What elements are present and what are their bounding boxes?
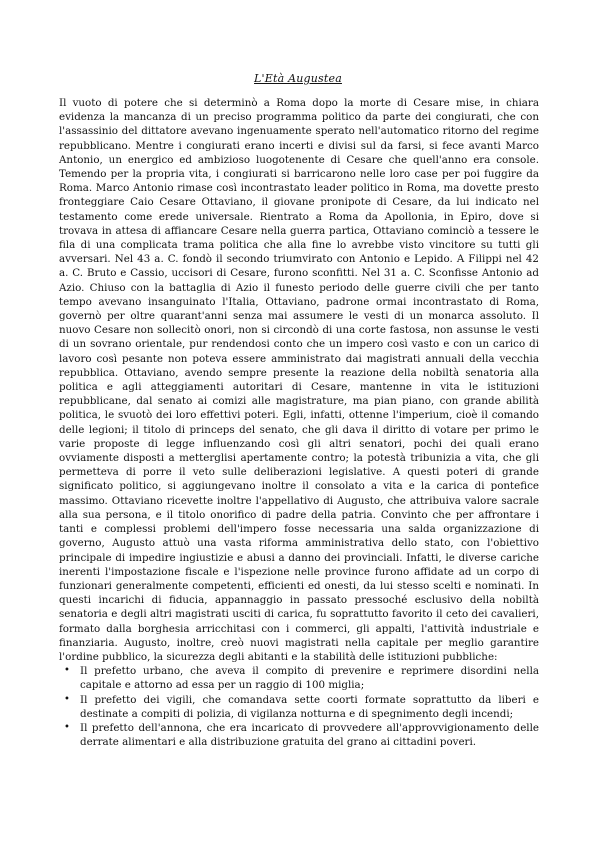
- magistrates-list: [59, 664, 539, 749]
- list-item: [59, 664, 539, 692]
- bullet-icon: •: [64, 665, 70, 677]
- document-body: [59, 96, 539, 749]
- list-item-text: Il prefetto urbano, che aveva il compito di prevenire e reprimere disordini nella capitale e attorno ad essa per un raggio di 100 miglia;: [80, 665, 539, 692]
- list-item-text: Il prefetto dei vigili, che comandava sette coorti formate soprattutto da liberi e destinate a compiti di polizia, di vigilanza notturna e di spegnimento degli incendi;: [80, 693, 539, 720]
- document-title: L'Età Augustea: [254, 72, 342, 85]
- bullet-icon: •: [64, 721, 70, 733]
- list-item-text: Il prefetto dell'annona, che era incaricato di provvedere all'approvvigionamento delle derrate alimentari e alla distribuzione gratuita del grano ai cittadini poveri.: [80, 721, 539, 749]
- list-item: [59, 693, 539, 721]
- list-item: [59, 721, 539, 749]
- bullet-icon: •: [64, 693, 70, 705]
- main-paragraph: Il vuoto di potere che si determinò a Roma dopo la morte di Cesare mise, in chiara evidenza la mancanza di un preciso programma politico da parte dei congiurati, che con l'assassinio del dittatore avevano ingenuamente sperato nell'automatico ritorno del regime repubblicano. Mentre i congiurati erano incerti e divisi sul da farsi, si fece avanti Marco Antonio, un energico ed ambizioso luogotenente di Cesare che quell'anno era console. Temendo per la propria vita, i congiurati si barricarono nelle loro case per poi fuggire da Roma. Marco Antonio rimase così incontrastato leader politico in Roma, ma dovette presto fronteggiare Caio Cesare Ottaviano, il giovane pronipote di Cesare, da lui indicato nel testamento come erede universale. Rientrato a Roma da Apollonia, in Epiro, dove si trovava in attesa di affiancare Cesare nella guerra partica, Ottaviano cominciò a tessere le fila di una complicata trama politica che alla fine lo avrebbe visto vincitore su tutti gli avversari. Nel 43 a. C. fondò il secondo triumvirato con Antonio e Lepido. A Filippi nel 42 a. C. Bruto e Cassio, uccisori di Cesare, furono sconfitti. Nel 31 a. C. Sconfisse Antonio ad Azio. Chiuso con la battaglia di Azio il funesto periodo delle guerre civili che per tanto tempo avevano insanguinato l'Italia, Ottaviano, padrone ormai incontrastato di Roma, governò per oltre quarant'anni senza mai assumere le vesti di un monarca assoluto. Il nuovo Cesare non sollecitò onori, non si circondò di una corte fastosa, non assunse le vesti di un sovrano orientale, pur rendendosi conto che un impero così vasto e con un carico di lavoro così pesante non poteva essere amministrato dai magistrati annuali della vecchia repubblica. Ottaviano, avendo sempre presente la reazione della nobiltà senatoria alla politica e agli atteggiamenti autoritari di Cesare, mantenne in vita le istituzioni repubblicane, dal senato ai comizi alle magistrature, ma pian piano, con grande abilità politica, le svuotò dei loro effettivi poteri. Egli, infatti, ottenne l'imperium, cioè il comando delle legioni; il titolo di princeps del senato, che gli dava il diritto di votare per primo le varie proposte di legge influenzando così gli altri senatori, pochi dei quali erano ovviamente disposti a metterglisi apertamente contro; la potestà tribunizia a vita, che gli permetteva di porre il veto sulle deliberazioni legislative. A questi poteri di grande significato politico, si aggiungevano inoltre il consolato a vita e la carica di pontefice massimo. Ottaviano ricevette inoltre l'appellativo di Augusto, che attribuiva valore sacrale alla sua persona, e il titolo onorifico di padre della patria. Convinto che per affrontare i tanti e complessi problemi dell'impero fosse necessaria una salda organizzazione di governo, Augusto attuò una vasta riforma amministrativa dello stato, con l'obiettivo principale di impedire ingiustizie e abusi a danno dei provinciali. Infatti, le diverse cariche inerenti l'impostazione fiscale e l'ispezione nelle province furono affidate ad un corpo di funzionari generalmente competenti, efficienti ed onesti, da lui stesso scelti e nominati. In questi incarichi di fiducia, appannaggio in passato pressoché esclusivo della nobiltà senatoria e degli altri magistrati usciti di carica, fu soprattutto favorito il ceto dei cavalieri, formato dalla borghesia arricchitasi con i commerci, gli appalti, l'attività industriale e finanziaria. Augusto, inoltre, creò nuovi magistrati nella capitale per meglio garantire l'ordine pubblico, la sicurezza degli abitanti e la stabilità delle istituzioni pubbliche:: [59, 97, 539, 663]
